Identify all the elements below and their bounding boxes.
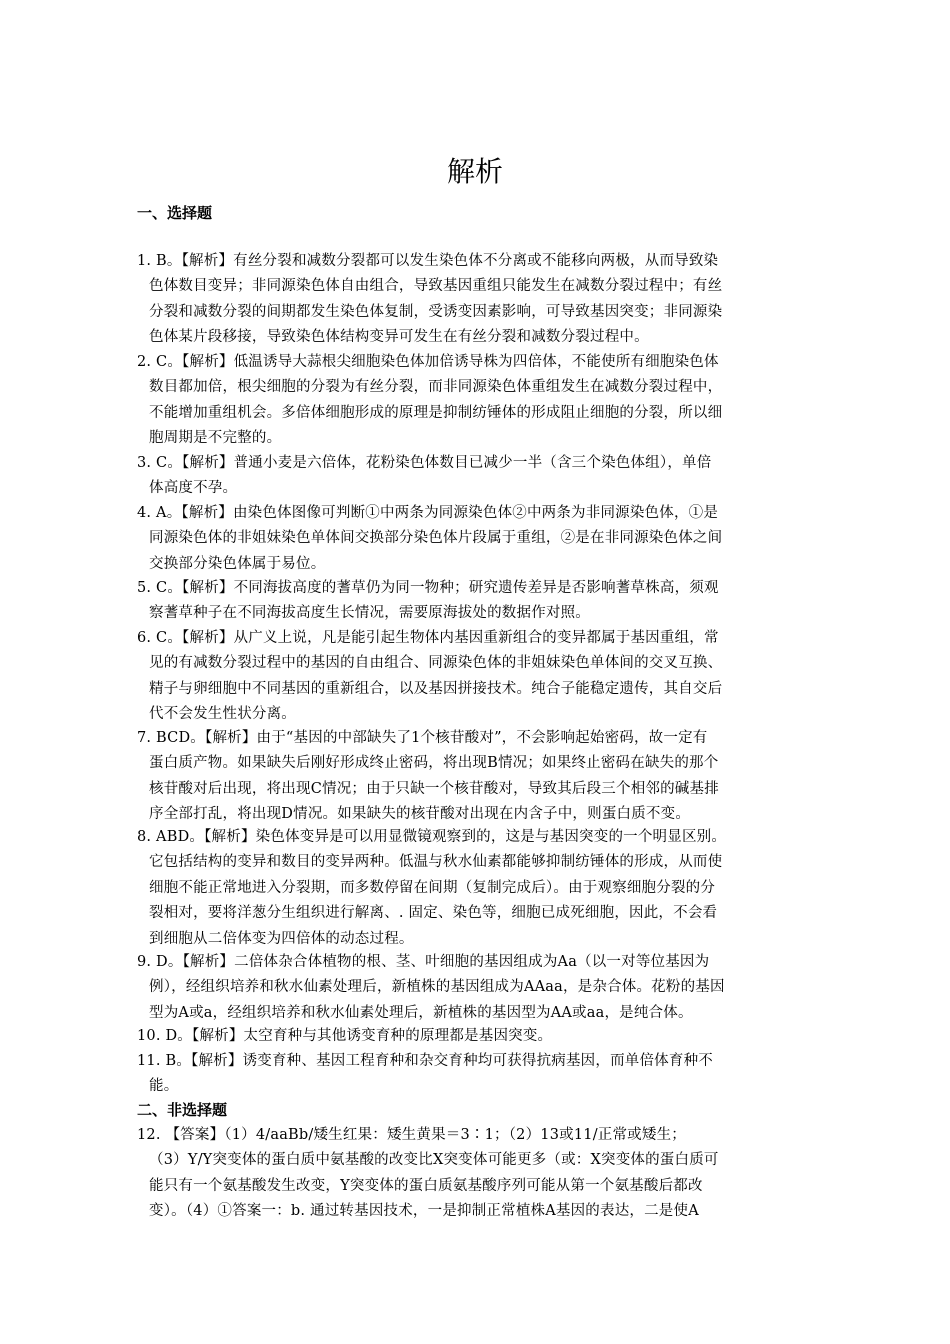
answer-line: 5. C。【解析】不同海拔高度的蓍草仍为同一物种；研究遗传差异是否影响蓍草株高，须观 bbox=[137, 580, 719, 596]
answer-line: 能只有一个氨基酸发生改变，Y突变体的蛋白质氨基酸序列可能从第一个氨基酸后都改 bbox=[149, 1177, 703, 1194]
answer-line: 不能增加重组机会。多倍体细胞形成的原理是抑制纺锤体的形成阻止细胞的分裂，所以细 bbox=[149, 404, 723, 421]
answer-item-11 bbox=[137, 1049, 817, 1100]
answer-line: 同源染色体的非姐妹染色单体间交换部分染色体片段属于重组，②是在非同源染色体之间 bbox=[149, 530, 723, 547]
answer-line: 序全部打乱，将出现D情况。如果缺失的核苷酸对出现在内含子中，则蛋白质不变。 bbox=[149, 806, 691, 823]
answer-item-8 bbox=[137, 825, 817, 952]
section-heading-nonchoice: 二、非选择题 bbox=[137, 1101, 228, 1119]
answer-line: 裂相对，要将洋葱分生组织进行解离、. 固定、染色等，细胞已成死细胞，因此，不会看 bbox=[149, 905, 718, 922]
answer-line: （3）Y/Y突变体的蛋白质中氨基酸的改变比X突变体可能更多（或：X突变体的蛋白质可 bbox=[149, 1152, 719, 1169]
answer-line: 11. B。【解析】诱变育种、基因工程育种和杂交育种均可获得抗病基因，而单倍体育种不 bbox=[137, 1053, 713, 1069]
answer-line: 它包括结构的变异和数目的变异两种。低温与秋水仙素都能够抑制纺锤体的形成，从而使 bbox=[149, 854, 723, 871]
answer-line: 代不会发生性状分离。 bbox=[149, 706, 296, 723]
answer-line: 胞周期是不完整的。 bbox=[149, 430, 282, 447]
answer-line: 蛋白质产物。如果缺失后刚好形成终止密码，将出现B情况；如果终止密码在缺失的那个 bbox=[149, 755, 719, 772]
answer-line: 察蓍草种子在不同海拔高度生长情况，需要原海拔处的数据作对照。 bbox=[149, 605, 590, 622]
answer-line: 交换部分染色体属于易位。 bbox=[149, 555, 326, 572]
answer-item-4 bbox=[137, 501, 817, 577]
answer-line: 9. D。【解析】二倍体杂合体植物的根、茎、叶细胞的基因组成为Aa（以一对等位基因为 bbox=[137, 954, 710, 970]
answer-line: 2. C。【解析】低温诱导大蒜根尖细胞染色体加倍诱导株为四倍体，不能使所有细胞染色体 bbox=[137, 354, 719, 370]
answer-item-1 bbox=[137, 249, 817, 351]
answer-item-7 bbox=[137, 726, 817, 828]
answer-line: 体高度不孕。 bbox=[149, 480, 238, 497]
answer-item-2 bbox=[137, 350, 817, 452]
answer-line: 能。 bbox=[149, 1078, 179, 1095]
answer-line: 4. A。【解析】由染色体图像可判断①中两条为同源染色体②中两条为非同源染色体，①是 bbox=[137, 505, 719, 521]
answer-line: 细胞不能正常地进入分裂期，而多数停留在间期（复制完成后）。由于观察细胞分裂的分 bbox=[149, 879, 716, 896]
answer-line: 7. BCD。【解析】由于“基因的中部缺失了1个核苷酸对”，不会影响起始密码，故一定有 bbox=[137, 730, 708, 746]
answer-line: 分裂和减数分裂的间期都发生染色体复制，受诱变因素影响，可导致基因突变；非同源染 bbox=[149, 303, 723, 320]
answer-line: 色体数目变异；非同源染色体自由组合，导致基因重组只能发生在减数分裂过程中；有丝 bbox=[149, 278, 723, 295]
answer-line: 色体某片段移接，导致染色体结构变异可发生在有丝分裂和减数分裂过程中。 bbox=[149, 329, 649, 346]
answer-line: 1. B。【解析】有丝分裂和减数分裂都可以发生染色体不分离或不能移向两极，从而导致染 bbox=[137, 253, 719, 269]
page-title: 解析 bbox=[446, 155, 503, 188]
answer-line: 到细胞从二倍体变为四倍体的动态过程。 bbox=[149, 930, 414, 947]
answer-line: 10. D。【解析】太空育种与其他诱变育种的原理都是基因突变。 bbox=[137, 1028, 553, 1044]
answer-line: 变）。（4）①答案一：b. 通过转基因技术，一是抑制正常植株A基因的表达，二是使A bbox=[149, 1203, 699, 1220]
answer-item-10 bbox=[137, 1024, 817, 1049]
answer-item-12 bbox=[137, 1123, 817, 1225]
answer-line: 例），经组织培养和秋水仙素处理后，新植株的基因组成为AAaa，是杂合体。花粉的基因 bbox=[149, 979, 725, 996]
answer-line: 3. C。【解析】普通小麦是六倍体，花粉染色体数目已减少一半（含三个染色体组），单倍 bbox=[137, 455, 712, 471]
answer-line: 12. 【答案】（1）4/aaBb/矮生红果：矮生黄果＝3∶1；（2）13或11/正常或矮生； bbox=[137, 1127, 686, 1143]
answer-line: 6. C。【解析】从广义上说，凡是能引起生物体内基因重新组合的变异都属于基因重组，常 bbox=[137, 630, 719, 646]
answer-line: 核苷酸对后出现，将出现C情况；由于只缺一个核苷酸对，导致其后段三个相邻的碱基排 bbox=[149, 780, 719, 797]
answer-item-5 bbox=[137, 576, 817, 627]
answer-item-3 bbox=[137, 451, 817, 502]
answer-line: 型为A或a，经组织培养和秋水仙素处理后，新植株的基因型为AA或aa，是纯合体。 bbox=[149, 1004, 693, 1021]
answer-item-6 bbox=[137, 626, 817, 728]
answer-line: 见的有减数分裂过程中的基因的自由组合、同源染色体的非姐妹染色单体间的交叉互换、 bbox=[149, 655, 723, 672]
answer-item-9 bbox=[137, 950, 817, 1026]
answer-line: 数目都加倍，根尖细胞的分裂为有丝分裂，而非同源染色体重组发生在减数分裂过程中， bbox=[149, 379, 723, 396]
answer-line: 精子与卵细胞中不同基因的重新组合，以及基因拼接技术。纯合子能稳定遗传，其自交后 bbox=[149, 680, 723, 697]
answer-line: 8. ABD。【解析】染色体变异是可以用显微镜观察到的，这是与基因突变的一个明显区别。 bbox=[137, 829, 727, 845]
section-heading-choice: 一、选择题 bbox=[137, 204, 213, 222]
